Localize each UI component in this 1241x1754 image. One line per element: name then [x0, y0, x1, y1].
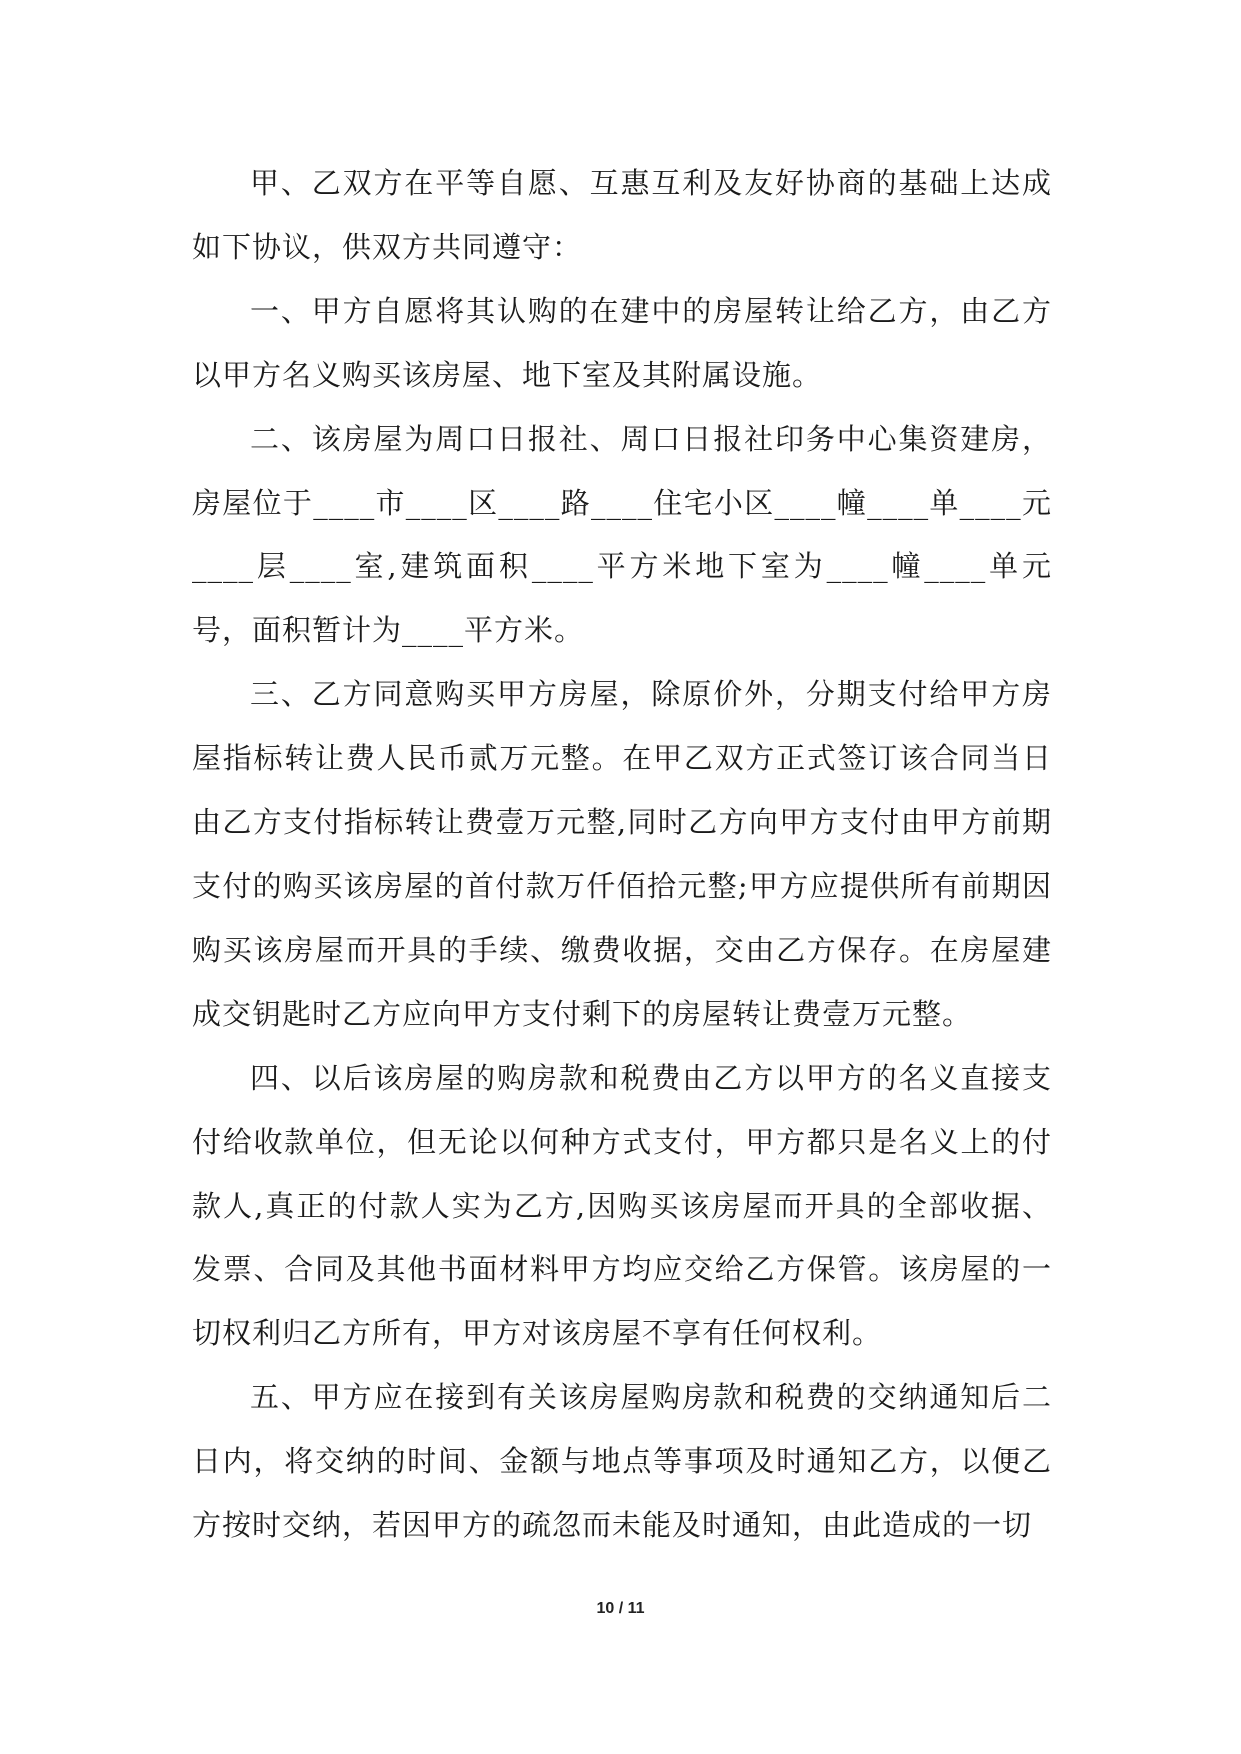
paragraph-clause-4: 四、以后该房屋的购房款和税费由乙方以甲方的名义直接支付给收款单位，但无论以何种方式支付，甲方都只是名义上的付款人,真正的付款人实为乙方,因购买该房屋而开具的全部收据、发票、合同及其他书面材料甲方均应交给乙方保管。该房屋的一切权利归乙方所有，甲方对该房屋不享有任何权利。 [192, 1060, 1052, 1351]
page-number: 10 / 11 [596, 1600, 645, 1617]
paragraph-clause-5: 五、甲方应在接到有关该房屋购房款和税费的交纳通知后二日内，将交纳的时间、金额与地点等事项及时通知乙方，以便乙方按时交纳，若因甲方的疏忽而未能及时通知，由此造成的一切 [192, 1380, 1052, 1543]
paragraph-clause-2: 二、该房屋为周口日报社、周口日报社印务中心集资建房，房屋位于____市____区____路____住宅小区____幢____单____元____层____室,建筑面积____平方米地下室为____幢____单元号，面积暂计为____平方米。 [192, 421, 1052, 648]
paragraph-intro: 甲、乙双方在平等自愿、互惠互利及友好协商的基础上达成如下协议，供双方共同遵守： [192, 166, 1052, 264]
document-body [192, 152, 1052, 1558]
paragraph-clause-1: 一、甲方自愿将其认购的在建中的房屋转让给乙方，由乙方以甲方名义购买该房屋、地下室及其附属设施。 [192, 293, 1052, 392]
paragraph-clause-3: 三、乙方同意购买甲方房屋，除原价外，分期支付给甲方房屋指标转让费人民币贰万元整。在甲乙双方正式签订该合同当日由乙方支付指标转让费壹万元整,同时乙方向甲方支付由甲方前期支付的购买该房屋的首付款万仟佰拾元整;甲方应提供所有前期因购买该房屋而开具的手续、缴费收据，交由乙方保存。在房屋建成交钥匙时乙方应向甲方支付剩下的房屋转让费壹万元整。 [192, 677, 1052, 1031]
